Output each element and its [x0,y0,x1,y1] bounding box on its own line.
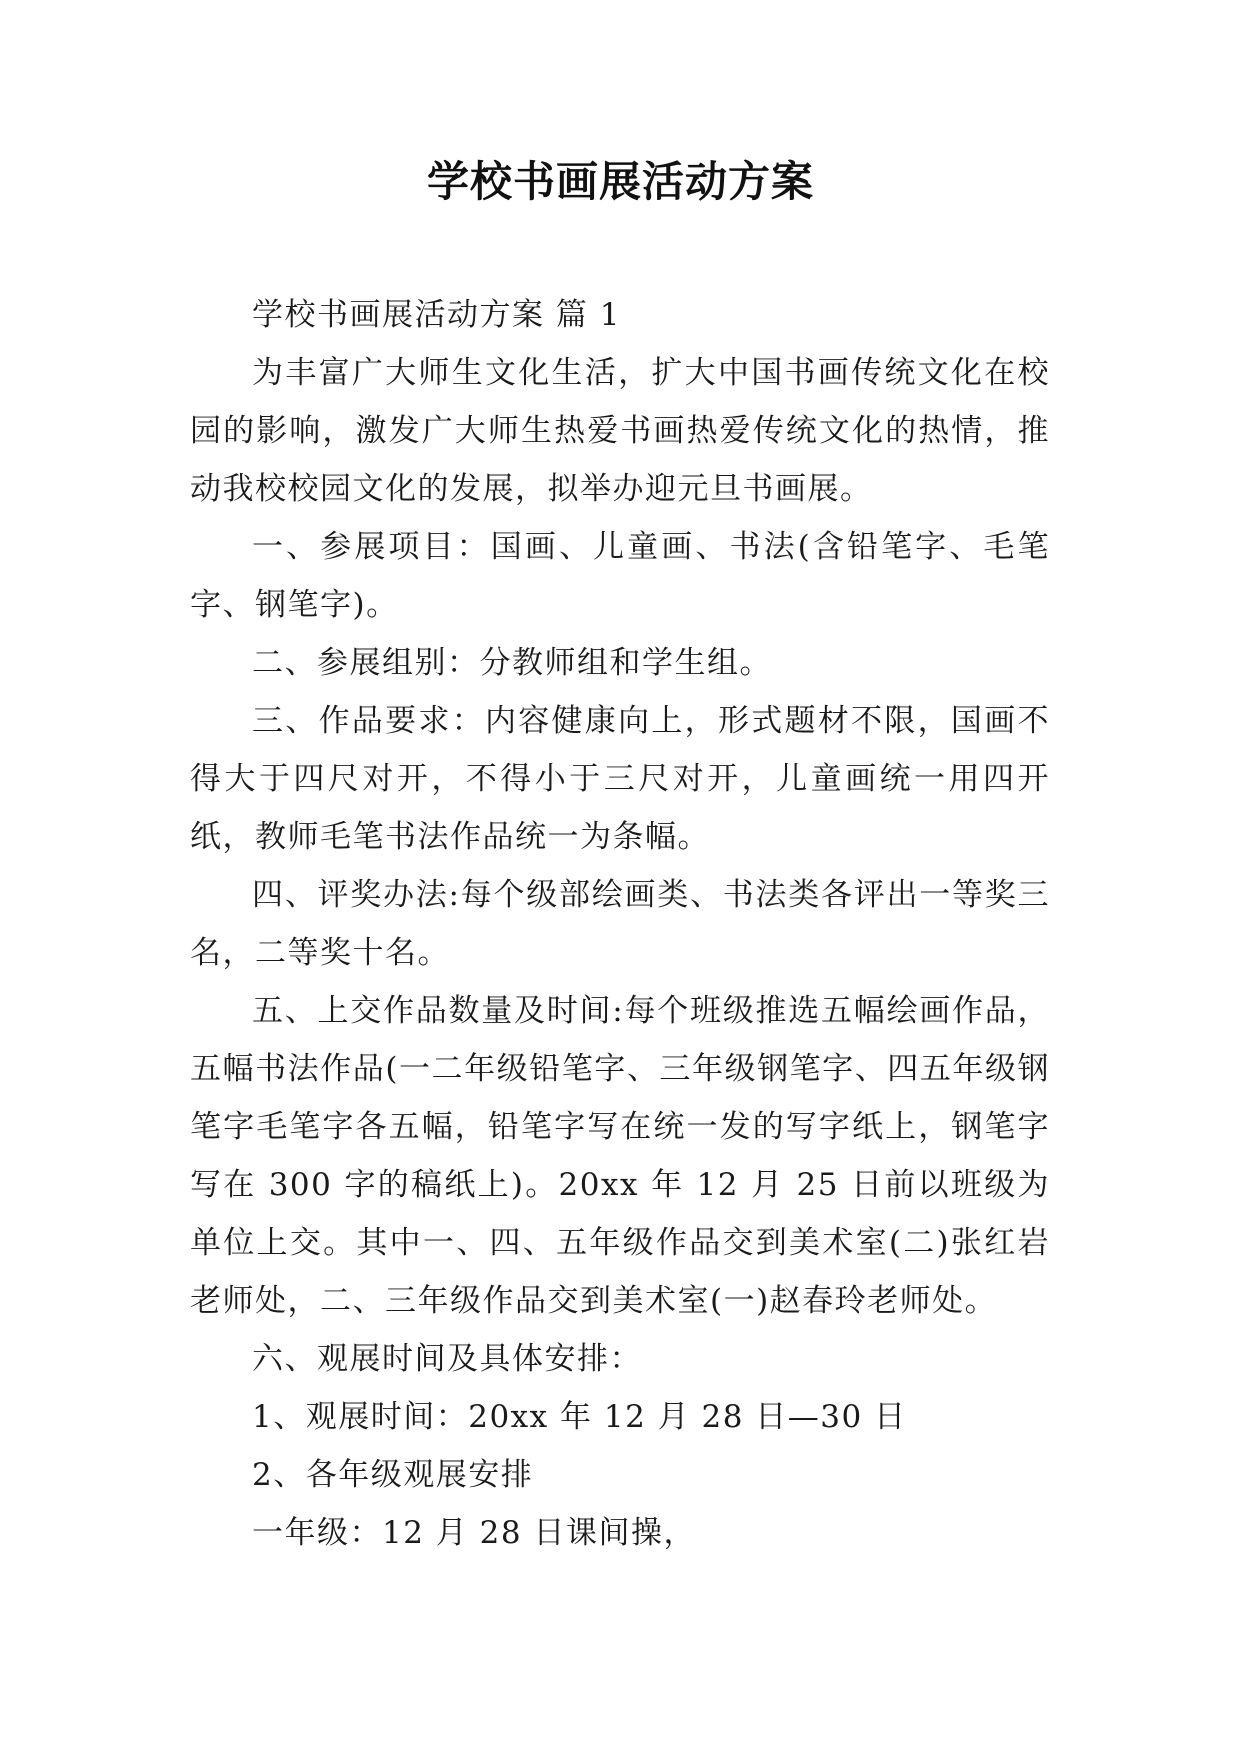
document-body [190,286,1050,1562]
paragraph-item-1: 一、参展项目：国画、儿童画、书法(含铅笔字、毛笔字、钢笔字)。 [190,529,1050,623]
paragraph-intro: 为丰富广大师生文化生活，扩大中国书画传统文化在校园的影响，激发广大师生热爱书画热爱传统文化的热情，推动我校校园文化的发展，拟举办迎元旦书画展。 [190,355,1050,507]
paragraph-item-5: 五、上交作品数量及时间:每个班级推选五幅绘画作品，五幅书法作品(一二年级铅笔字、三年级钢笔字、四五年级钢笔字毛笔字各五幅，铅笔字写在统一发的写字纸上，钢笔字写在 300 字的稿纸上)。20xx 年 12 月 25 日前以班级为单位上交。其中一、四、五年级作品交到美术室(二)张红岩老师处，二、三年级作品交到美术室(一)赵春玲老师处。 [190,993,1050,1319]
paragraph-item-6: 六、观展时间及具体安排： [252,1341,642,1377]
paragraph-item-2: 二、参展组别：分教师组和学生组。 [252,645,772,681]
paragraph-grade-1: 一年级：12 月 28 日课间操， [252,1515,696,1551]
paragraph-sub-2: 2、各年级观展安排 [252,1457,534,1493]
document-title: 学校书画展活动方案 [426,157,814,206]
paragraph-section-heading: 学校书画展活动方案 篇 1 [252,297,621,333]
paragraph-sub-1: 1、观展时间：20xx 年 12 月 28 日—30 日 [252,1399,907,1435]
paragraph-item-4: 四、评奖办法:每个级部绘画类、书法类各评出一等奖三名，二等奖十名。 [190,877,1050,971]
paragraph-item-3: 三、作品要求：内容健康向上，形式题材不限，国画不得大于四尺对开，不得小于三尺对开，儿童画统一用四开纸，教师毛笔书法作品统一为条幅。 [190,703,1050,855]
